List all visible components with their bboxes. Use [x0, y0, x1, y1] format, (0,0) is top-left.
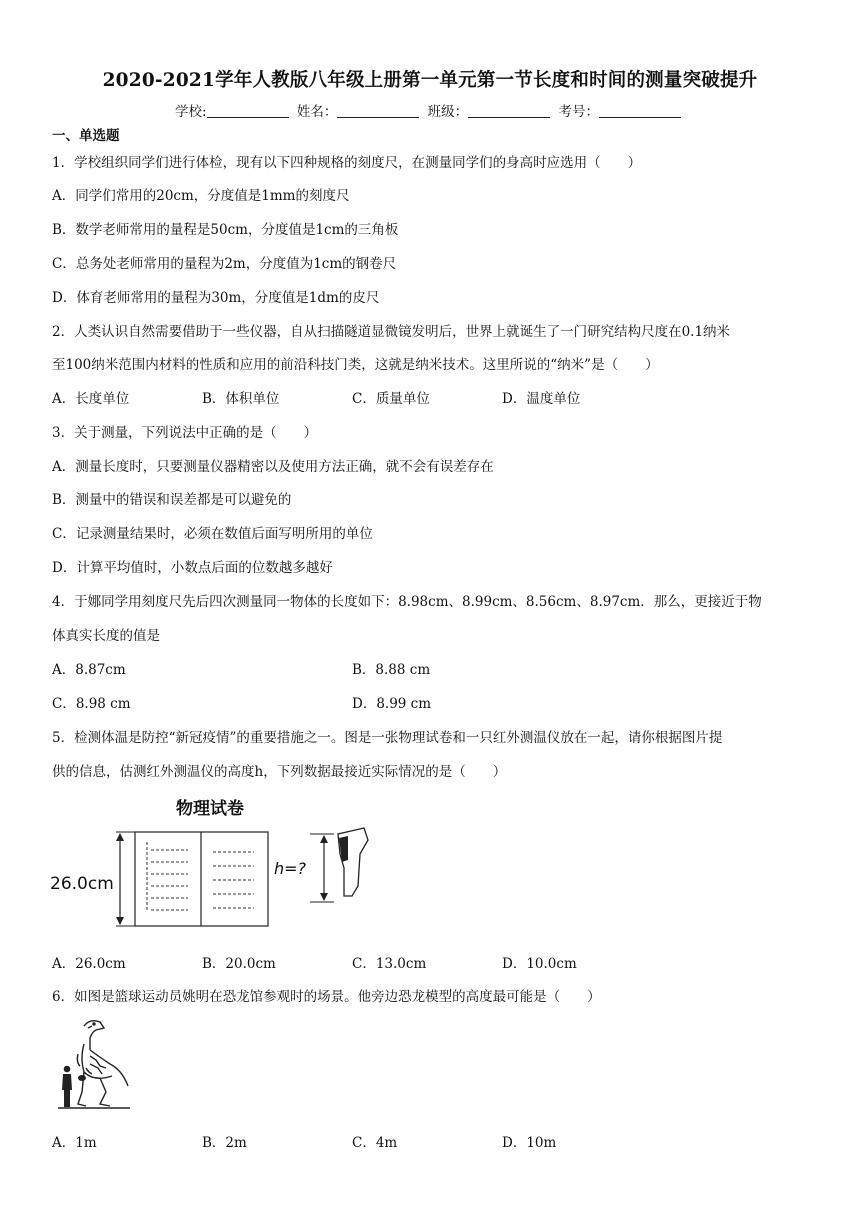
question-3-option-d[interactable]: D．计算平均值时，小数点后面的位数越多越好: [52, 560, 333, 576]
question-1-option-c[interactable]: C．总务处老师常用的量程为2m，分度值为1cm的钢卷尺: [52, 256, 397, 272]
school-label: 学校:: [175, 104, 207, 120]
question-4-option-b[interactable]: B．8.88 cm: [352, 662, 431, 678]
question-5-stem-line-1: 5．检测体温是防控“新冠疫情”的重要措施之一。图是一张物理试卷和一只红外测温仪放在一起，请你根据图片提: [52, 730, 723, 746]
dinosaur-figure: [54, 1016, 134, 1112]
question-4-stem-line-1: 4．于娜同学用刻度尺先后四次测量同一物体的长度如下：8.98cm、8.99cm、8.56cm、8.97cm．那么，更接近于物: [52, 594, 762, 610]
question-1-option-d[interactable]: D．体育老师常用的量程为30m，分度值是1dm的皮尺: [52, 290, 380, 306]
paper-label: 物理试卷: [176, 799, 244, 819]
name-field[interactable]: [337, 104, 419, 118]
question-2-stem-line-2: 至100纳米范围内材料的性质和应用的前沿科技门类，这就是纳米技术。这里所说的“纳米”是（ ）: [52, 357, 659, 373]
question-6-option-d[interactable]: D．10m: [502, 1135, 557, 1151]
infrared-thermometer-figure: [268, 820, 378, 920]
question-2-option-c[interactable]: C．质量单位: [352, 391, 430, 407]
question-5-option-a[interactable]: A．26.0cm: [52, 956, 126, 972]
question-1-stem: 1．学校组织同学们进行体检，现有以下四种规格的刻度尺，在测量同学们的身高时应选用（ ）: [52, 155, 642, 171]
question-6-option-a[interactable]: A．1m: [52, 1135, 97, 1151]
student-info-line: [0, 100, 860, 120]
question-5-option-c[interactable]: C．13.0cm: [352, 956, 427, 972]
question-3-option-b[interactable]: B．测量中的错误和误差都是可以避免的: [52, 492, 292, 508]
question-1-option-a[interactable]: A．同学们常用的20cm，分度值是1mm的刻度尺: [52, 188, 350, 204]
question-3-option-c[interactable]: C．记录测量结果时，必须在数值后面写明所用的单位: [52, 526, 373, 542]
dinosaur-icon: [77, 1021, 128, 1106]
question-4-option-a[interactable]: A．8.87cm: [52, 662, 126, 678]
question-6-stem: 6．如图是篮球运动员姚明在恐龙馆参观时的场景。他旁边恐龙模型的高度最可能是（ ）: [52, 989, 601, 1005]
question-6-option-c[interactable]: C．4m: [352, 1135, 398, 1151]
question-5-option-d[interactable]: D．10.0cm: [502, 956, 577, 972]
h-label: h=?: [274, 859, 307, 878]
question-4-option-d[interactable]: D．8.99 cm: [352, 696, 432, 712]
number-label: 考号：: [558, 104, 599, 120]
question-1-option-b[interactable]: B．数学老师常用的量程是50cm，分度值是1cm的三角板: [52, 222, 399, 238]
person-icon: [62, 1066, 72, 1107]
question-3-option-a[interactable]: A．测量长度时，只要测量仪器精密以及使用方法正确，就不会有误差存在: [52, 459, 494, 475]
class-field[interactable]: [468, 104, 550, 118]
question-2-stem-line-1: 2．人类认识自然需要借助于一些仪器，自从扫描隧道显微镜发明后，世界上就诞生了一门研究结构尺度在0.1纳米: [52, 324, 731, 340]
question-4-stem-line-2: 体真实长度的值是: [52, 628, 160, 644]
question-2-option-b[interactable]: B．体积单位: [202, 391, 280, 407]
question-3-stem: 3．关于测量，下列说法中正确的是（ ）: [52, 425, 318, 441]
class-label: 班级：: [427, 104, 469, 120]
page-title: 2020-2021学年人教版八年级上册第一单元第一节长度和时间的测量突破提升: [102, 70, 758, 91]
school-field[interactable]: [207, 104, 289, 118]
question-2-option-d[interactable]: D．温度单位: [502, 391, 581, 407]
question-5-option-b[interactable]: B．20.0cm: [202, 956, 276, 972]
height-label: 26.0cm: [50, 874, 114, 894]
question-4-option-c[interactable]: C．8.98 cm: [52, 696, 131, 712]
question-2-option-a[interactable]: A．长度单位: [52, 391, 130, 407]
name-label: 姓名：: [296, 104, 338, 120]
number-field[interactable]: [599, 104, 681, 118]
question-5-stem-line-2: 供的信息，估测红外测温仪的高度h，下列数据最接近实际情况的是（ ）: [52, 764, 507, 780]
question-6-option-b[interactable]: B．2m: [202, 1135, 247, 1151]
section-heading: 一、单选题: [52, 128, 120, 144]
